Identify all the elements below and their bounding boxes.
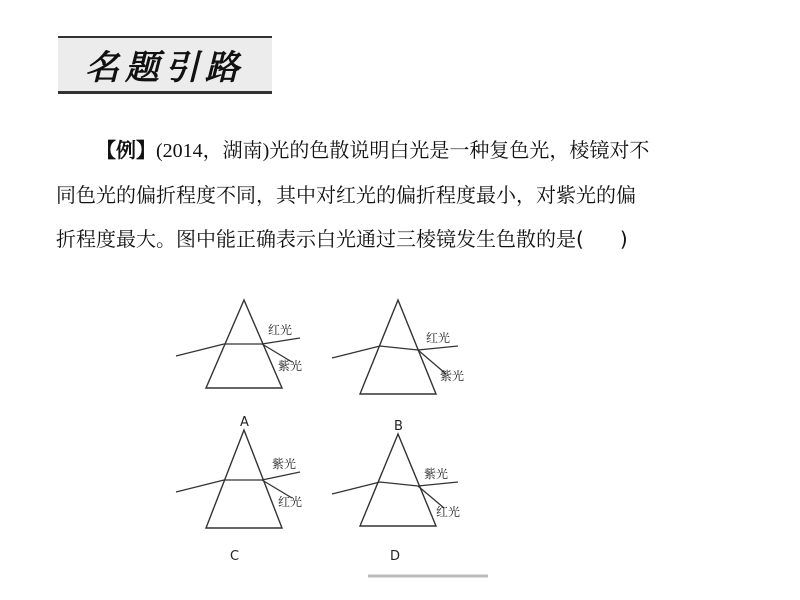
prism-b bbox=[360, 300, 436, 394]
label-a-bottom: 紫光 bbox=[278, 359, 303, 373]
incident-ray-c bbox=[176, 480, 224, 492]
label-b-bottom: 紫光 bbox=[440, 369, 465, 383]
label-c-bottom: 红光 bbox=[278, 495, 303, 509]
option-a bbox=[176, 300, 302, 430]
question-line-2: 同色光的偏折程度不同，其中对红光的偏折程度最小，对紫光的偏 bbox=[56, 183, 636, 207]
label-d-top: 紫光 bbox=[424, 467, 449, 481]
question-block bbox=[56, 128, 772, 261]
section-title-banner bbox=[58, 36, 272, 94]
option-b bbox=[332, 300, 464, 434]
incident-ray-a bbox=[176, 344, 224, 356]
label-d-bottom: 红光 bbox=[436, 505, 461, 519]
ray-d-top bbox=[418, 482, 458, 486]
label-a-top: 红光 bbox=[268, 323, 293, 337]
incident-ray-b bbox=[332, 346, 380, 358]
answer-close-paren: ) bbox=[619, 227, 628, 251]
question-line-3 bbox=[56, 217, 772, 261]
option-letter-b: B bbox=[394, 419, 403, 434]
question-line-3-text: 折程度最大。图中能正确表示白光通过三棱镜发生色散的是( bbox=[56, 227, 584, 251]
prism-c bbox=[206, 430, 282, 528]
ray-c-top bbox=[262, 472, 300, 480]
prism-diagram bbox=[168, 290, 492, 584]
label-c-top: 紫光 bbox=[272, 457, 297, 471]
prism-figure bbox=[168, 290, 492, 584]
section-title: 名题引路 bbox=[85, 48, 245, 88]
option-letter-c: C bbox=[230, 549, 240, 564]
question-source: (2014，湖南) bbox=[156, 140, 270, 162]
example-tag: 【例】 bbox=[96, 138, 156, 162]
question-line-1-text: 光的色散说明白光是一种复色光，棱镜对不 bbox=[269, 138, 650, 162]
label-b-top: 红光 bbox=[426, 331, 451, 345]
ray-b-top bbox=[418, 346, 458, 350]
question-line-1 bbox=[56, 128, 772, 173]
option-letter-d: D bbox=[390, 549, 401, 564]
option-d bbox=[332, 434, 460, 564]
option-c bbox=[176, 430, 302, 564]
incident-ray-d bbox=[332, 482, 380, 494]
ray-a-top bbox=[262, 338, 300, 344]
option-letter-a: A bbox=[240, 415, 249, 430]
